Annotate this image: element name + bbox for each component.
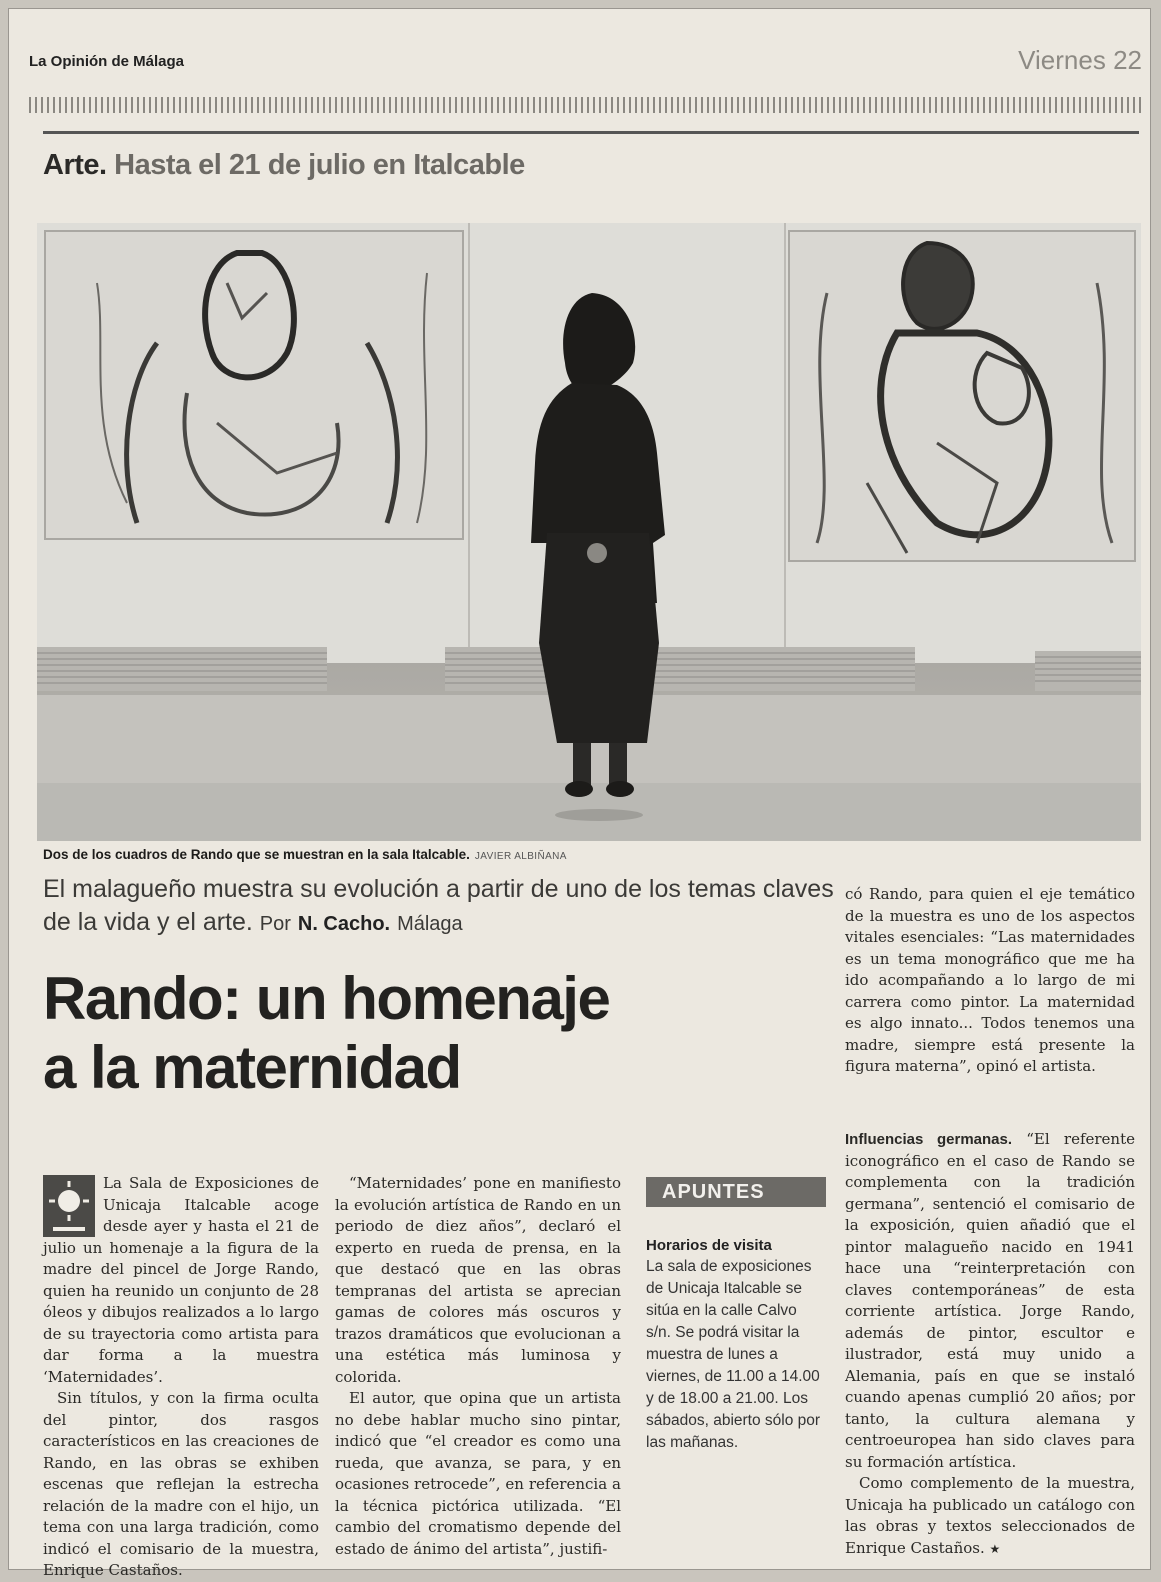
body-paragraph: “Maternidades’ pone en manifiesto la evolución artística de Rando en un periodo de diez años”, declaró el experto en rueda de prensa, en la que destacó que en las obras tempranas del artista se aprecian gamas de colores más oscuros y trazos dramáticos que evolucionan a una estética más luminosa y colorida. [335, 1174, 621, 1386]
deck-text: El malagueño muestra su evolución a partir de uno de los temas claves de la vida y el arte. [43, 875, 834, 936]
body-column-2 [335, 1173, 621, 1560]
deck-by-label: Por [259, 913, 291, 935]
section-keyword: Arte. [43, 149, 107, 181]
article-deck [43, 873, 843, 941]
subhead: Influencias germanas. [845, 1131, 1013, 1148]
gallery-photo-illustration [37, 223, 1141, 841]
issue-date: Viernes 22 [1018, 45, 1142, 75]
photo-credit: JAVIER ALBIÑANA [474, 851, 567, 862]
sidebar-tag: APUNTES [646, 1177, 826, 1207]
photo-caption [43, 847, 567, 862]
decorative-tick-rule [29, 97, 1144, 113]
closing-paragraph-text: Como complemento de la muestra, Unicaja ha publicado un catálogo con las obras y textos seleccionados de Enrique Castaños. [845, 1474, 1135, 1557]
headline-line-2: a la maternidad [43, 1034, 461, 1101]
subhead-paragraph-text: “El referente iconográfico en el caso de Rando se complementa con la tradición germana”, sentenció el comisario de la exposición, quien añadió que el pintor malagueño nacido en 1941 hace una “reinterpretación con claves contemporáneas” de esta corriente artística. Jorge Rando, además de pintor, escultor e ilustrador, está muy unido a Alemania, país en que se instaló cuando apenas cumplió 20 años; por tanto, la cultura alemana y centroeuropea han sido claves para su formación artística. [845, 1130, 1135, 1471]
body-column-1 [43, 1173, 319, 1582]
section-header [43, 149, 525, 182]
body-paragraph: có Rando, para quien el eje temático de la muestra es uno de los aspectos vitales esenciales: “Las maternidades es un tema monográfico que me ha ido acompañando a lo largo de mi carrera como pintor. La maternidad es algo innato... Todos tenemos una madre, siempre está presente la figura materna”, opinó el artista. [845, 885, 1135, 1075]
sidebar-heading: Horarios de visita [646, 1237, 772, 1254]
body-column-4-top [845, 884, 1135, 1078]
body-paragraph: La Sala de Exposiciones de Unicaja Italcable acoge desde ayer y hasta el 21 de julio un homenaje a la figura de la madre del pincel de Jorge Rando, quien ha reunido un conjunto de 28 óleos y dibujos realizados a lo largo de su trayectoria como artista para dar forma a la muestra ‘Maternidades’. [43, 1174, 319, 1386]
section-rule [43, 131, 1139, 134]
deck-place: Málaga [397, 913, 463, 935]
headline-line-1: Rando: un homenaje [43, 965, 610, 1032]
article-headline [43, 964, 843, 1102]
caption-text: Dos de los cuadros de Rando que se muestran en la sala Italcable. [43, 847, 470, 862]
section-subtitle: Hasta el 21 de julio en Italcable [114, 149, 525, 181]
end-mark-icon: ★ [989, 1541, 1001, 1556]
newspaper-page [8, 8, 1151, 1579]
newspaper-name: La Opinión de Málaga [29, 53, 185, 70]
article-photo [37, 223, 1141, 841]
body-paragraph: Sin títulos, y con la firma oculta del pintor, dos rasgos característicos en las creaciones de Rando, en las obras se exhiben escenas que reflejan la estrecha relación de la madre con el hijo, un tema con una larga tradición, como indicó el comisario de la muestra, Enrique Castaños. [43, 1389, 319, 1579]
body-paragraph: El autor, que opina que un artista no debe hablar mucho sino pintar, indicó que “el creador es como una rueda, que avanza, se para, y en ocasiones retrocede”, en referencia a la técnica pictórica utilizada. “El cambio del cromatismo depende del estado de ánimo del artista”, justifi- [335, 1389, 621, 1558]
body-paragraph [845, 1129, 1135, 1473]
left-painting [45, 231, 463, 539]
sidebar-box [646, 1177, 826, 1454]
body-paragraph [845, 1473, 1135, 1560]
body-column-4-bottom [845, 1129, 1135, 1560]
section-logo-icon [43, 1175, 95, 1237]
deck-author: N. Cacho. [297, 913, 391, 935]
sidebar-text: La sala de exposiciones de Unicaja Italcable se sitúa en la calle Calvo s/n. Se podrá visitar la muestra de lunes a viernes, de 11.00 a 14.00 y de 18.00 a 21.00. Los sábados, abierto sólo por las mañanas. [646, 1258, 821, 1451]
right-painting [789, 231, 1135, 561]
